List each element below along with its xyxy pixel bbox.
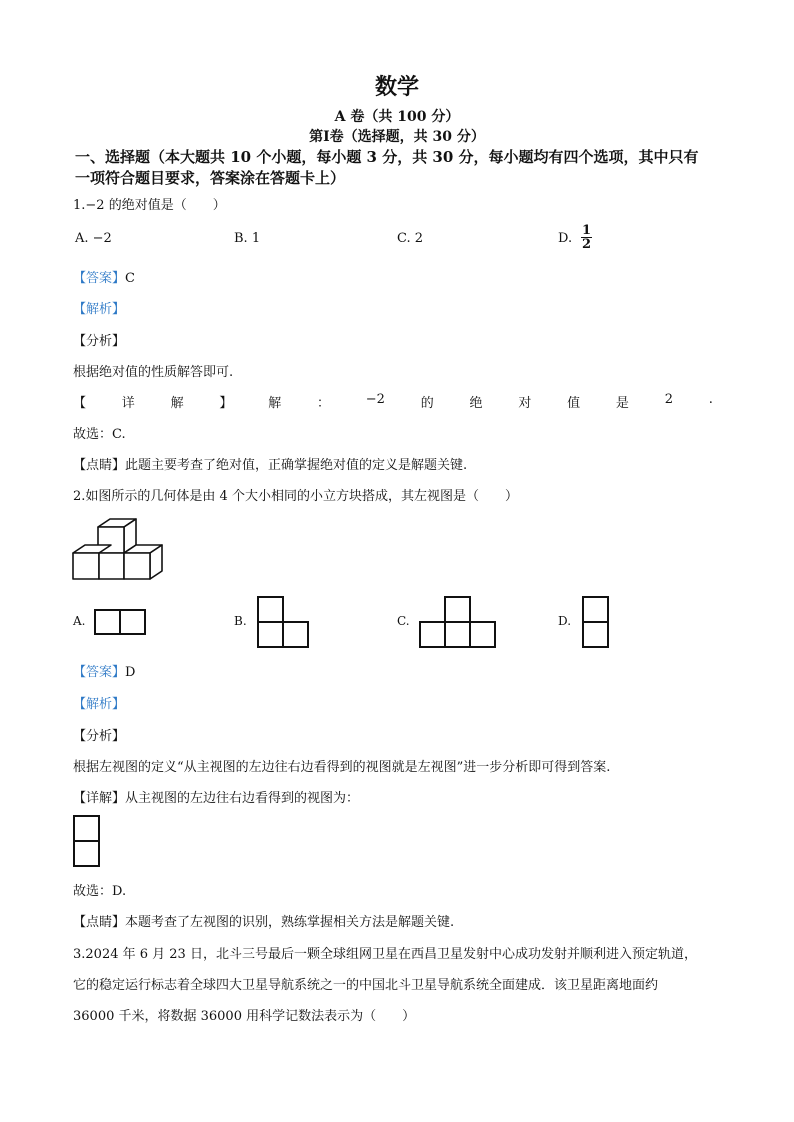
q2-option-a-label: A. xyxy=(73,614,86,628)
q1-detail xyxy=(73,392,713,411)
view-square xyxy=(94,609,121,635)
fraction-numerator: 1 xyxy=(582,223,592,238)
view-square xyxy=(282,621,309,648)
volume-heading: A 卷（共 100 分） xyxy=(334,109,460,125)
detail-token: 对 xyxy=(518,396,532,411)
detail-token: 的 xyxy=(420,396,434,411)
view-square xyxy=(119,609,146,635)
view-square xyxy=(257,596,284,623)
detail-token: 2 xyxy=(664,392,673,407)
detail-token: 是 xyxy=(615,396,629,411)
q1-fenxi-tag: 【分析】 xyxy=(73,334,126,349)
q2-dianjing: 【点睛】本题考查了左视图的识别，熟练掌握相关方法是解题关键. xyxy=(73,915,455,930)
q1-stem: 1.−2 的绝对值是（ ） xyxy=(73,198,226,213)
answer-tag: 【答案】 xyxy=(73,665,126,680)
q2-jiexi-tag: 【解析】 xyxy=(73,697,126,712)
part-heading: 第Ⅰ卷（选择题，共 30 分） xyxy=(309,129,485,145)
view-square xyxy=(419,621,446,648)
view-square xyxy=(73,840,100,867)
q2-option-d-label: D. xyxy=(558,614,572,628)
q1-option-d-fraction xyxy=(581,224,592,251)
page-title: 数学 xyxy=(374,74,419,100)
cube-face xyxy=(124,553,150,579)
detail-token: −2 xyxy=(365,392,385,407)
detail-token: 绝 xyxy=(469,396,483,411)
q2-fenxi: 根据左视图的定义“从主视图的左边往右边看得到的视图就是左视图”进一步分析即可得到答案. xyxy=(73,760,611,775)
section-heading-line1: 一、选择题（本大题共 10 个小题，每小题 3 分，共 30 分，每小题均有四个选项，其中只有 xyxy=(75,148,699,166)
q2-detail: 【详解】从主视图的左边往右边看得到的视图为： xyxy=(73,791,360,806)
q1-jiexi-tag: 【解析】 xyxy=(73,302,126,317)
section-heading-line2: 一项符合题目要求，答案涂在答题卡上） xyxy=(75,169,346,187)
q1-option-d: D. xyxy=(558,231,573,246)
cube-face xyxy=(99,553,124,579)
q2-option-c-label: C. xyxy=(397,614,410,628)
view-square xyxy=(73,815,100,842)
answer-tag: 【答案】 xyxy=(73,271,126,286)
detail-token: 值 xyxy=(567,396,581,411)
q1-conclusion: 故选：C. xyxy=(73,427,126,442)
q1-option-c: C. 2 xyxy=(397,231,424,246)
q3-line3: 36000 千米，将数据 36000 用科学记数法表示为（ ） xyxy=(73,1009,416,1024)
q3-line1: 3.2024 年 6 月 23 日，北斗三号最后一颗全球组网卫星在西昌卫星发射中心成功发射并顺利进入预定轨道， xyxy=(73,947,697,962)
q2-option-b-label: B. xyxy=(234,614,247,628)
view-square xyxy=(257,621,284,648)
q2-conclusion: 故选：D. xyxy=(73,884,127,899)
detail-token: 解 xyxy=(268,396,282,411)
detail-token: 解 xyxy=(170,396,184,411)
answer-value: D xyxy=(125,665,136,680)
detail-token: 【 xyxy=(73,396,87,411)
cube-solid-figure xyxy=(70,515,170,585)
detail-token: 详 xyxy=(121,396,135,411)
detail-token: 】 xyxy=(219,396,233,411)
cube-face xyxy=(73,553,99,579)
q1-answer xyxy=(73,267,135,286)
q1-option-a: A. −2 xyxy=(75,231,112,246)
q1-option-b: B. 1 xyxy=(234,231,261,246)
q1-fenxi: 根据绝对值的性质解答即可. xyxy=(73,365,234,380)
view-square xyxy=(582,621,609,648)
q1-dianjing: 【点睛】此题主要考查了绝对值，正确掌握绝对值的定义是解题关键. xyxy=(73,458,468,473)
view-square xyxy=(444,596,471,623)
q2-fenxi-tag: 【分析】 xyxy=(73,729,126,744)
view-square xyxy=(469,621,496,648)
q3-line2: 它的稳定运行标志着全球四大卫星导航系统之一的中国北斗卫星导航系统全面建成．该卫星距离地面约 xyxy=(73,978,659,993)
q2-stem: 2.如图所示的几何体是由 4 个大小相同的小立方块搭成，其左视图是（ ） xyxy=(73,489,518,504)
answer-value: C xyxy=(125,271,135,286)
q2-answer xyxy=(73,661,135,680)
detail-token: . xyxy=(708,392,713,407)
view-square xyxy=(444,621,471,648)
detail-token: ： xyxy=(316,396,330,411)
view-square xyxy=(582,596,609,623)
fraction-denominator: 2 xyxy=(582,237,592,252)
